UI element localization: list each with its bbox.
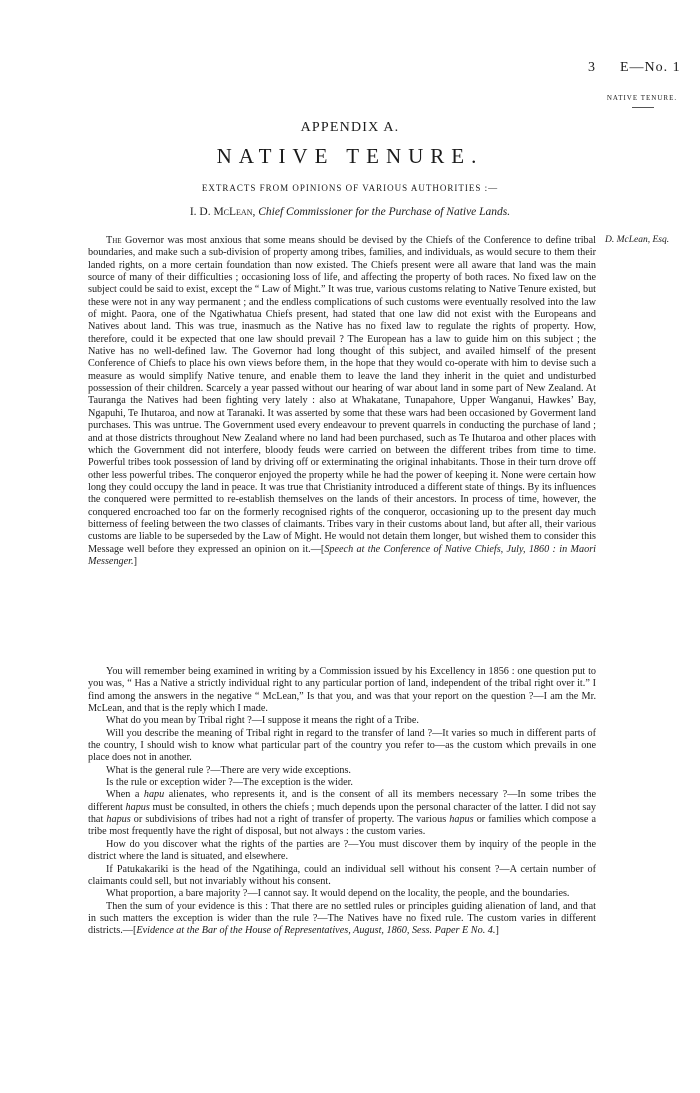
evidence-paragraph: You will remember being examined in writing by a Commission issued by his Excellency in 1856 : one question put to you was, “ Has a Native a strictly individual right to any particular portion of land, independent of the tribal right over it.” I find among the answers in the negative “ McLean,” Is that you, and was that your report on the question ?—I am the Mr. McLean, and that is the reply which I made. xyxy=(88,666,596,715)
page-number: 3 xyxy=(588,60,596,75)
citation: Speech at the Conference of Native Chiefs, July, 1860 : in Maori Messenger. xyxy=(88,543,596,567)
citation-close: ] xyxy=(133,555,137,567)
speech-body: Governor was most anxious that some means should be devised by the Chiefs of the Conference to define tribal boundaries, and make such a sub-division of property among tribes, families, and individuals, as would secure to them their landed rights, on a more certain foundation than now existed. The Chiefs present were all aware that land was the main source of many of their difficulties ; occasioning loss of life, and affecting the property of both races. No fixed law on the subject could be said to exist, except the “ Law of Might.” It was true, various customs relating to Native Tenure existed, but these were not in any way permanent ; and the endless complications of such customs were eventually resolved into the law of might. Paora, one of the Ngatiwhatua Chiefs present, had stated that one law did not exist with the Europeans and Natives about land. This was true, inasmuch as the Native has no fixed law to regulate the rights of property. How, therefore, could it be expected that one law should prevail ? The European has a law to guide him on this subject ; the Native has no well-defined law. The Governor had long thought of this subject, and availed himself of the present Conference of Chiefs to place his own views before them, in the hope that they would co-operate with him to devise such a measure as would simplify Native tenure, and enable them to leave the land they inherit in the quiet and undisturbed possession of their children. Scarcely a year passed without our hearing of war about land in some part of New Zealand. At Tauranga the Natives had been fighting very lately : also at Whakatane, Tunapahore, Upper Wanganui, Hawkes’ Bay, Ngapuhi, Te Ihutaroa, and now at Taranaki. It was asserted by some that these wars had been occasioned by Goverment land purchases. This was untrue. The Government used every endeavour to prevent quarrels in conducting the purchase of land ; and at those districts throughout New Zealand where no land had been purchased, such as Te Ihutaroa and other places with which the Government did not interfere, bloody feuds were carried on between the different tribes from time to time. Powerful tribes took possession of land by driving off or exterminating the original inhabitants. Those in their turn drove off other less powerful tribes. The conqueror enjoyed the property while he had the power of keeping it. None were certain how long they could occupy the land in peace. It was true that Christianity introduced a different state of things. By its influences the conquered were permitted to re-establish themselves on the lands of their ancestors. In process of time, however, the conquered encroached too far on the formerly recognised rights of the conqueror, occasioning up to the present day much bitterness of feeling between the two classes of claimants. Tribes vary in their customs about land, but after all, their various customs are liable to be superseded by the Law of Might. He would not detain them longer, but wished them to consider this Message well before they expressed an opinion on it.—[ xyxy=(88,235,596,555)
subtitle: EXTRACTS FROM OPINIONS OF VARIOUS AUTHORITIES :— xyxy=(201,183,499,193)
text-run: When a xyxy=(106,789,144,801)
margin-note: D. McLean, Esq. xyxy=(605,235,670,245)
lead-word: The xyxy=(106,235,122,246)
evidence-paragraph: What is the general rule ?—There are very wide exceptions. xyxy=(106,764,351,776)
authority-line xyxy=(0,206,700,218)
text-run: must be consulted, in others the chiefs ; much depends upon the personal character of the latter. I did not say that xyxy=(88,801,596,826)
evidence-paragraph: Is the rule or exception wider ?—The exception is the wider. xyxy=(106,777,353,789)
evidence-paragraph xyxy=(88,901,596,938)
evidence-paragraph xyxy=(88,789,596,838)
authority-role: Chief Commissioner for the Purchase of Native Lands. xyxy=(258,206,511,218)
evidence-paragraph: How do you discover what the rights of the parties are ?—You must discover them by inquiry of the people in the district where the land is situated, and elsewhere. xyxy=(88,838,596,863)
evidence-paragraph: What proportion, a bare majority ?—I cannot say. It would depend on the locality, the people, and the boundaries. xyxy=(106,888,570,900)
citation-close: ] xyxy=(495,925,499,937)
text-run: alienates, who represents it, and is the consent of all its members necessary ?—In some tribes the different xyxy=(88,789,596,813)
evidence-paragraph: Will you describe the meaning of Tribal right in regard to the transfer of land ?—It varies so much in different parts of the country, I should wish to know what particular part of the country you refer to—as the custom which prevails in one place does not in another. xyxy=(88,727,596,764)
running-head-rule xyxy=(632,107,654,108)
maori-term: hapus xyxy=(106,814,131,826)
appendix-heading: APPENDIX A. xyxy=(300,120,400,135)
text-run: or subdivisions of tribes had not a right of transfer of property. The various xyxy=(130,814,450,826)
text-run: or families which compose a tribe most frequently have the right of disposal, but not always : the custom varies. xyxy=(88,814,597,838)
evidence-paragraph: If Patukakariki is the head of the Ngatihinga, could an individual sell without his consent ?—A certain number of claimants could sell, but not invariably without his consent. xyxy=(88,863,596,887)
maori-term: hapus xyxy=(449,814,474,826)
section-speech xyxy=(88,235,596,568)
running-head: NATIVE TENURE. xyxy=(606,94,678,102)
section-evidence xyxy=(88,666,596,938)
document-reference: E—No. 1 xyxy=(620,60,681,75)
maori-term: hapus xyxy=(125,801,150,813)
citation: Evidence at the Bar of the House of Representatives, August, 1860, Sess. Paper E No. 4. xyxy=(136,925,496,937)
evidence-paragraph: What do you mean by Tribal right ?—I suppose it means the right of a Tribe. xyxy=(106,715,419,727)
speech-paragraph xyxy=(88,235,596,568)
authority-name: I. D. McLean, xyxy=(189,206,256,218)
text-run: Then the sum of your evidence is this : That there are no settled rules or principles guiding alienation of land, and that in such matters the exception is wider than the rule ?—The Natives have no fixed rule. The custom varies in different districts.—[ xyxy=(88,900,596,937)
page-title: NATIVE TENURE. xyxy=(216,144,484,168)
maori-term: hapu xyxy=(143,789,165,801)
